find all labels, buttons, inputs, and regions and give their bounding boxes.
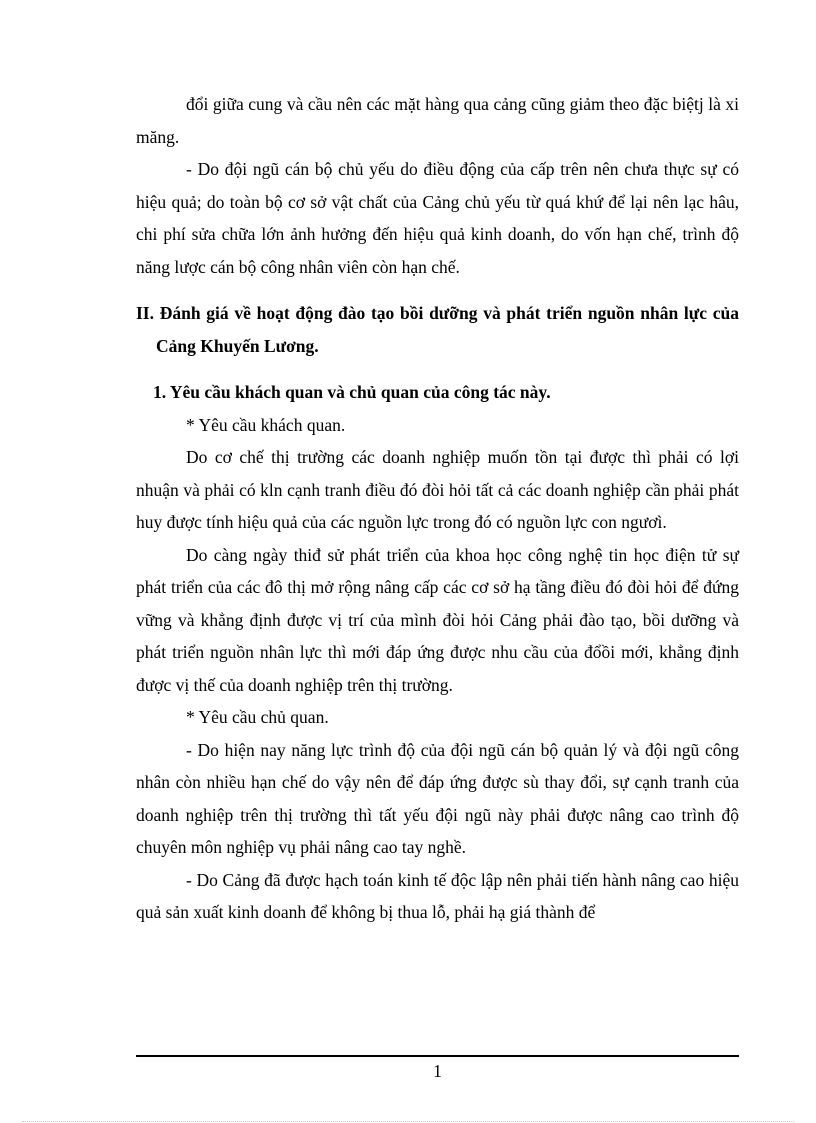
section-heading: II. Đánh giá về hoạt động đào tạo bồi dưỡng và phát triển nguồn nhân lực của Cảng Khuyến Lương. xyxy=(136,303,739,356)
footer-rule xyxy=(136,1055,739,1057)
page-number: 1 xyxy=(433,1061,442,1081)
paragraph: Do càng ngày thiđ sử phát triển của khoa học công nghệ tin học điện tử sự phát triển của các đô thị mở rộng nâng cấp các cơ sở hạ tầng điều đó đòi hỏi để đứng vững và khẳng định được vị trí của mình đòi hỏi Cảng phải đào tạo, bồi dưỡng và phát triển nguồn nhân lực thì mới đáp ứng được nhu cầu của đổồi mới, khẳng định được vị thế của doanh nghiệp trên thị trường. xyxy=(136,544,739,695)
paragraph: * Yêu cầu chủ quan. xyxy=(186,707,329,727)
page-content xyxy=(136,88,739,929)
page-edge-divider xyxy=(22,1121,794,1122)
paragraph: - Do hiện nay năng lực trình độ của đội ngũ cán bộ quản lý và đội ngũ công nhân còn nhiều hạn chế do vậy nên để đáp ứng được sù thay đổi, sự cạnh tranh của doanh nghiệp trên thị trường thì tất yếu đội ngũ này phải được nâng cao trình độ chuyên môn nghiệp vụ phải nâng cao tay nghề. xyxy=(136,739,739,857)
paragraph: - Do đội ngũ cán bộ chủ yếu do điều động của cấp trên nên chưa thực sự có hiệu quả; do toàn bộ cơ sở vật chất của Cảng chủ yếu từ quá khứ để lại nên lạc hâu, chi phí sửa chữa lớn ảnh hưởng đến hiệu quả kinh doanh, do vốn hạn chế, trình độ năng lược cán bộ công nhân viên còn hạn chế. xyxy=(136,159,739,277)
subsection-heading: 1. Yêu cầu khách quan và chủ quan của công tác này. xyxy=(153,382,551,402)
paragraph: Do cơ chế thị trường các doanh nghiệp muốn tồn tại được thì phải có lợi nhuận và phải có kln cạnh tranh điều đó đòi hỏi tất cả các doanh nghiệp cần phải phát huy được tính hiệu quả của các nguồn lực trong đó có nguồn lực con ngươì. xyxy=(136,447,739,532)
paragraph: đổi giữa cung và cầu nên các mặt hàng qua cảng cũng giảm theo đặc biệtj là xi măng. xyxy=(136,94,739,147)
paragraph: - Do Cảng đã được hạch toán kinh tế độc lập nên phải tiến hành nâng cao hiệu quả sản xuất kinh doanh để không bị thua lỗ, phải hạ giá thành để xyxy=(136,869,739,922)
paragraph: * Yêu cầu khách quan. xyxy=(186,414,346,435)
